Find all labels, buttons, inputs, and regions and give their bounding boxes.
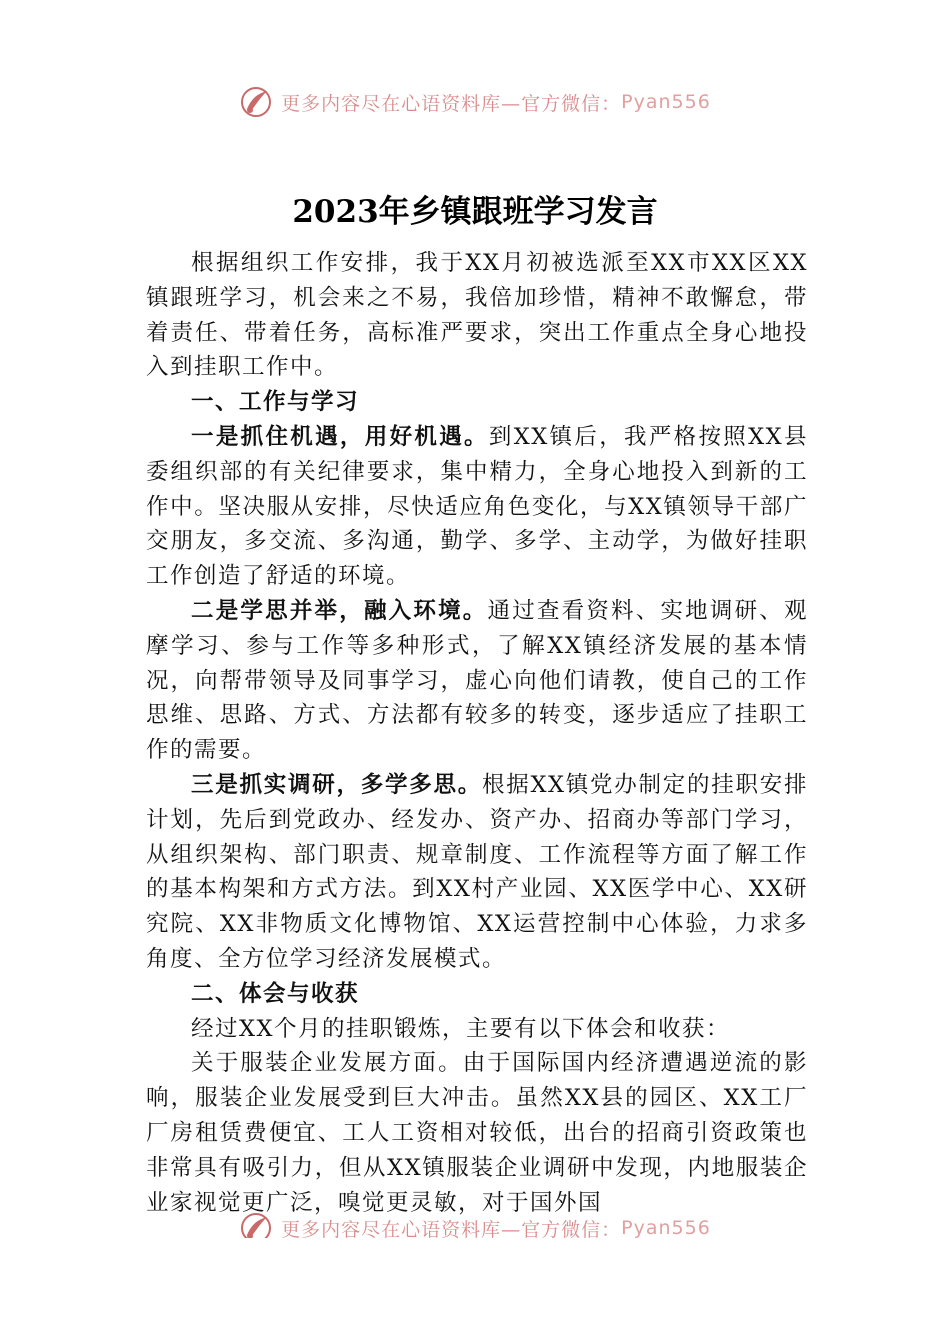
paragraph-2-text: 通过查看资料、实地调研、观摩学习、参与工作等多种形式，了解XX镇经济发展的基本情况，向帮带领导及同事学习，虚心向他们请教，使自己的工作思维、思路、方式、方法都有较多的转变，逐步适应了挂职工作的需要。 (146, 597, 808, 764)
paragraph-3 (146, 768, 808, 977)
watermark-wechat-id: Pyan556 (621, 91, 711, 113)
watermark-text: 更多内容尽在心语资料库—官方微信： (281, 92, 622, 115)
paragraph-2 (146, 594, 808, 768)
section-heading-1: 一、工作与学习 (191, 389, 360, 416)
paragraph-4: 经过XX个月的挂职锻炼，主要有以下体会和收获： (191, 1015, 731, 1042)
paragraph-2-lead: 二是学思并举，融入环境。 (191, 597, 488, 624)
brand-logo-icon-footer (239, 1211, 273, 1238)
section-heading-2: 二、体会与收获 (191, 980, 360, 1007)
watermark-footer (0, 1206, 950, 1238)
watermark-header (0, 82, 950, 122)
watermark-footer-text: 更多内容尽在心语资料库—官方微信： (281, 1218, 622, 1238)
watermark-footer-wechat-id: Pyan556 (621, 1217, 711, 1238)
paragraph-1-text: 到XX镇后，我严格按照XX县委组织部的有关纪律要求，集中精力，全身心地投入到新的工作中。坚决服从安排，尽快适应角色变化，与XX镇领导干部广交朋友，多交流、多沟通，勤学、多学、主动学，为做好挂职工作创造了舒适的环境。 (146, 423, 808, 590)
document-body (146, 246, 808, 1220)
brand-logo-icon (239, 85, 273, 119)
paragraph-1-lead: 一是抓住机遇，用好机遇。 (191, 423, 489, 450)
document-title: 2023年乡镇跟班学习发言 (292, 194, 658, 230)
paragraph-5: 关于服装企业发展方面。由于国际国内经济遭遇逆流的影响，服装企业发展受到巨大冲击。虽然XX县的园区、XX工厂厂房租赁费便宜、工人工资相对较低，出台的招商引资政策也非常具有吸引力，但从XX镇服装企业调研中发现，内地服装企业家视觉更广泛，嗅觉更灵敏，对于国外国 (146, 1050, 808, 1216)
paragraph-1 (146, 420, 808, 594)
intro-paragraph: 根据组织工作安排，我于XX月初被选派至XX市XX区XX镇跟班学习，机会来之不易，我倍加珍惜，精神不敢懈怠，带着责任、带着任务，高标准严要求，突出工作重点全身心地投入到挂职工作中。 (146, 250, 808, 381)
paragraph-3-text: 根据XX镇党办制定的挂职安排计划，先后到党政办、经发办、资产办、招商办等部门学习，从组织架构、部门职责、规章制度、工作流程等方面了解工作的基本构架和方式方法。到XX村产业园、XX医学中心、XX研究院、XX非物质文化博物馆、XX运营控制中心体验，力求多角度、全方位学习经济发展模式。 (146, 771, 808, 972)
paragraph-3-lead: 三是抓实调研，多学多思。 (191, 771, 482, 798)
